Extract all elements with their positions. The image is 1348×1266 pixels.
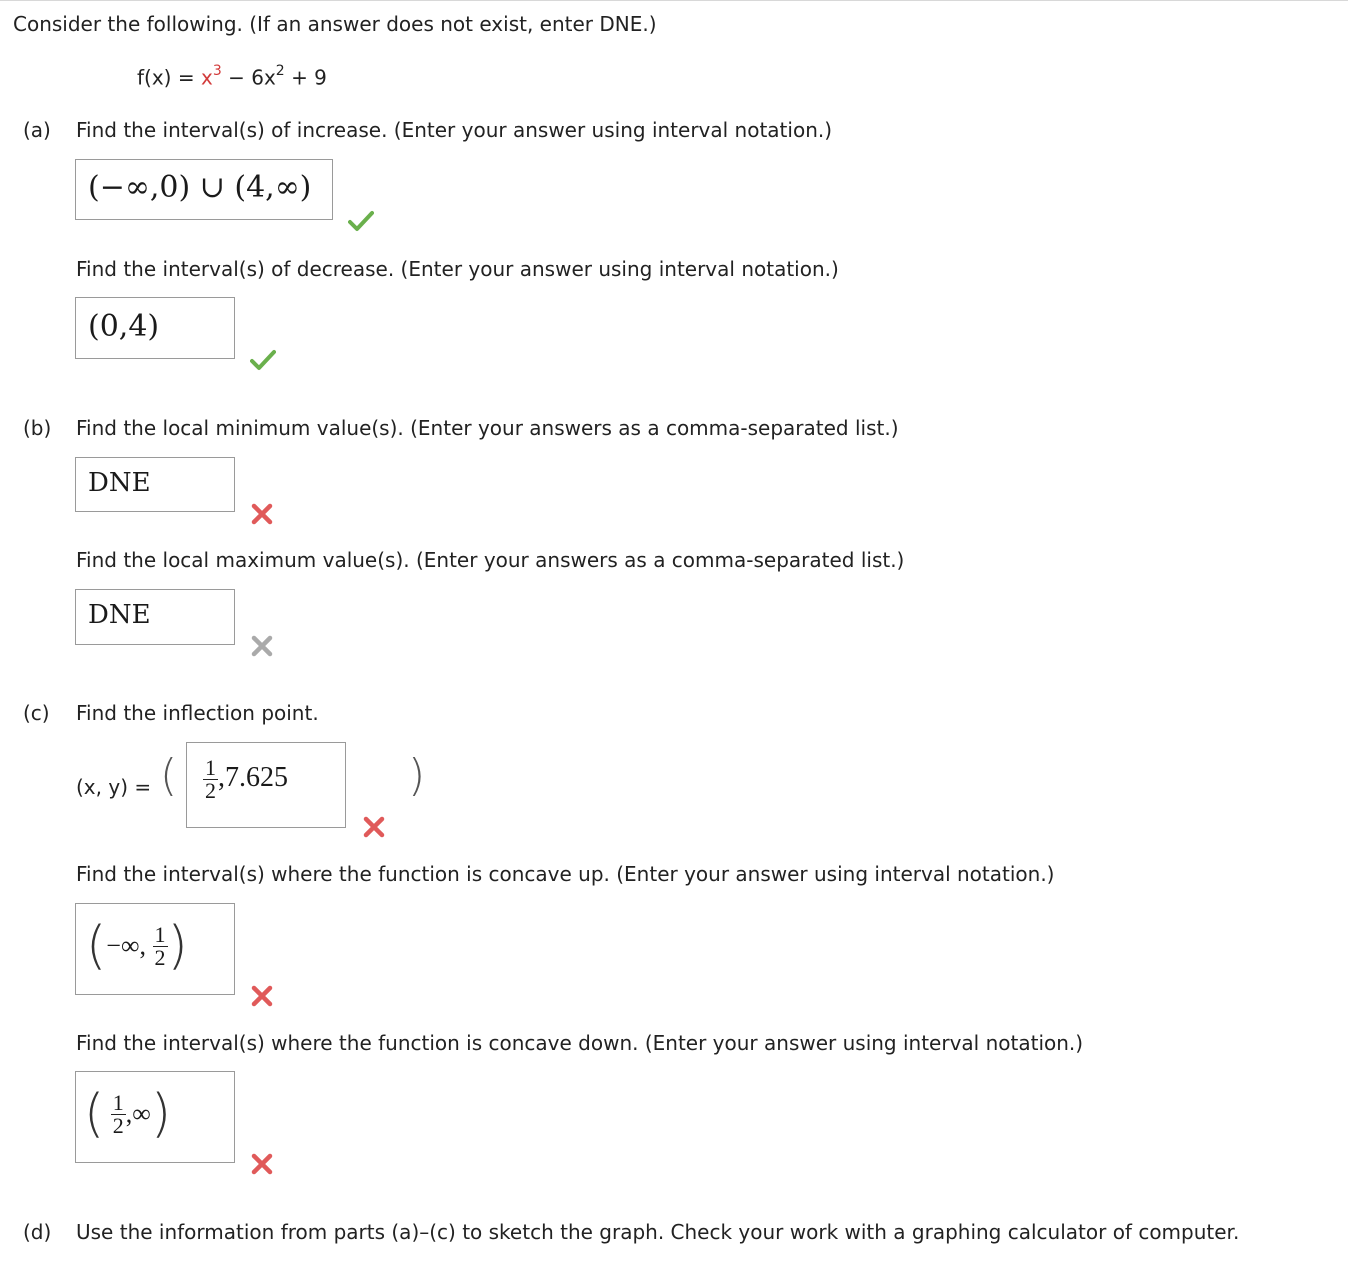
concave-down-num: 1 <box>112 1089 124 1115</box>
function-six-x: 6x <box>251 65 276 90</box>
inflection-y: ,7.625 <box>218 761 288 793</box>
cross-icon <box>249 985 275 1007</box>
concave-up-prompt: Find the interval(s) where the function is concave up. (Enter your answer using interval notation.) <box>76 862 1055 886</box>
concave-down-den: 2 <box>112 1112 124 1138</box>
part-b-label: (b) <box>23 416 52 440</box>
concave-down-prompt: Find the interval(s) where the function is concave down. (Enter your answer using interval notation.) <box>76 1031 1084 1055</box>
max-answer-value: DNE <box>88 600 151 630</box>
inflection-prompt: Find the inflection point. <box>76 701 319 725</box>
decrease-answer-field[interactable] <box>75 297 235 359</box>
concave-up-close-paren: ) <box>167 916 188 976</box>
inflection-answer-value <box>203 757 288 802</box>
concave-up-answer-value <box>86 916 188 976</box>
cross-icon <box>249 503 275 525</box>
function-eq: = <box>177 65 195 90</box>
check-icon <box>348 210 374 232</box>
concave-up-num: 1 <box>154 921 166 947</box>
cross-icon <box>249 635 275 657</box>
concave-down-answer-value <box>84 1084 171 1144</box>
cross-icon <box>249 1153 275 1175</box>
concave-up-fraction <box>153 921 168 970</box>
function-exp3: 3 <box>212 63 222 79</box>
increase-prompt: Find the interval(s) of increase. (Enter your answer using interval notation.) <box>76 118 833 142</box>
function-lhs: f(x) <box>137 65 172 90</box>
concave-down-fraction <box>111 1089 126 1138</box>
cross-icon <box>361 816 387 838</box>
inflection-answer-field[interactable] <box>186 742 346 828</box>
top-divider <box>0 0 1348 1</box>
close-paren: ) <box>408 750 426 801</box>
decrease-answer-value: (0,4) <box>88 309 160 344</box>
concave-up-answer-field[interactable] <box>75 903 235 995</box>
function-exp2: 2 <box>275 63 285 79</box>
increase-answer-field[interactable] <box>75 159 333 220</box>
concave-up-left: −∞, <box>106 931 146 960</box>
part-a-label: (a) <box>23 118 51 142</box>
min-answer-value: DNE <box>88 468 151 498</box>
concave-down-answer-field[interactable] <box>75 1071 235 1163</box>
open-paren: ( <box>160 750 178 801</box>
max-prompt: Find the local maximum value(s). (Enter your answers as a comma-separated list.) <box>76 548 905 572</box>
sketch-prompt: Use the information from parts (a)–(c) to sketch the graph. Check your work with a graphing calculator of computer. <box>76 1220 1240 1244</box>
increase-answer-value: (−∞,0) ∪ (4,∞) <box>88 170 312 205</box>
concave-down-right: ,∞ <box>125 1099 151 1128</box>
concave-down-open-paren: ( <box>84 1084 105 1144</box>
min-answer-field[interactable] <box>75 457 235 512</box>
part-d-label: (d) <box>23 1220 52 1244</box>
instruction-text: Consider the following. (If an answer does not exist, enter DNE.) <box>13 12 657 36</box>
decrease-prompt: Find the interval(s) of decrease. (Enter your answer using interval notation.) <box>76 257 839 281</box>
xy-label: (x, y) = <box>76 775 152 799</box>
function-definition <box>137 65 327 90</box>
part-c-label: (c) <box>23 701 50 725</box>
max-answer-field[interactable] <box>75 589 235 645</box>
function-x: x <box>200 65 213 90</box>
inflection-x-den: 2 <box>205 778 216 803</box>
check-icon <box>250 349 276 371</box>
concave-up-open-paren: ( <box>86 916 107 976</box>
inflection-x-num: 1 <box>205 755 216 780</box>
concave-down-close-paren: ) <box>150 1084 172 1144</box>
min-prompt: Find the local minimum value(s). (Enter your answers as a comma-separated list.) <box>76 416 899 440</box>
inflection-x-fraction <box>203 757 218 802</box>
function-minus: − <box>228 65 245 90</box>
concave-up-den: 2 <box>154 944 166 970</box>
function-plus: + 9 <box>291 65 327 90</box>
